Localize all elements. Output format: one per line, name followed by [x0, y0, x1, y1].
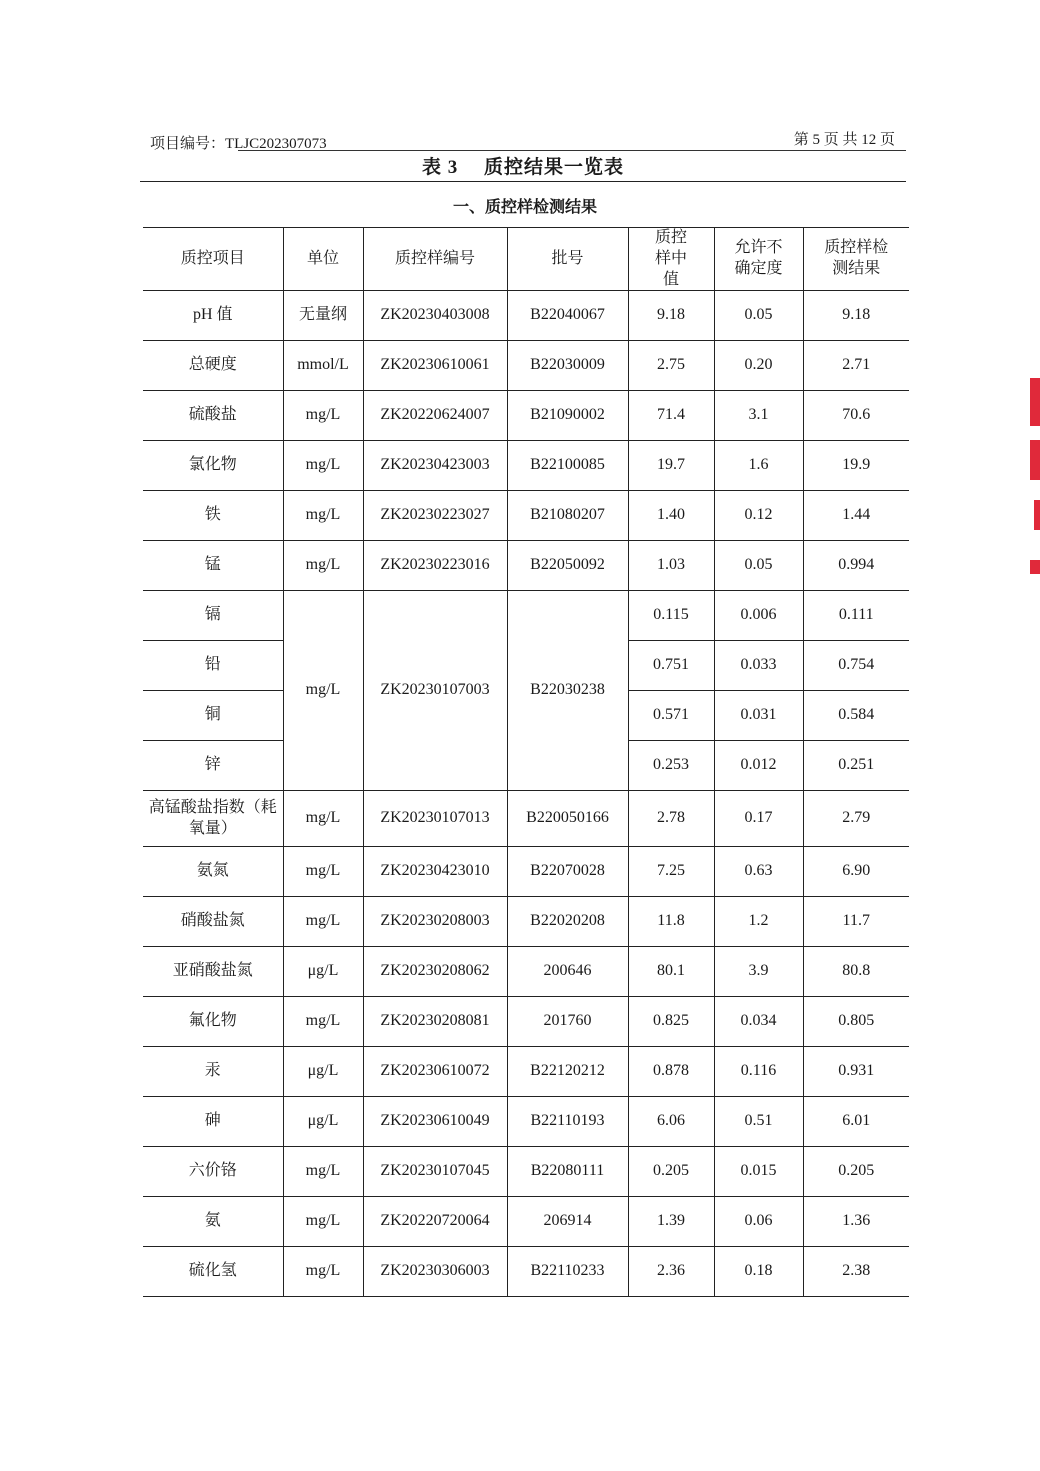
- table-row: [143, 1047, 909, 1097]
- median-cell: 1.40: [628, 491, 714, 541]
- table-row: [143, 1147, 909, 1197]
- median-cell: 0.878: [628, 1047, 714, 1097]
- uncertainty-cell: 0.006: [714, 591, 803, 641]
- table-row: [143, 1247, 909, 1297]
- batch-number-cell: B22080111: [507, 1147, 628, 1197]
- qc-item-cell: 锰: [143, 541, 283, 591]
- table-row: [143, 441, 909, 491]
- uncertainty-cell: 0.034: [714, 997, 803, 1047]
- column-header: 允许不确定度: [714, 228, 803, 291]
- table-row: [143, 791, 909, 847]
- batch-number-cell: 201760: [507, 997, 628, 1047]
- sample-number-cell: ZK20230223016: [363, 541, 507, 591]
- uncertainty-cell: 0.18: [714, 1247, 803, 1297]
- red-stamp-edge: [1030, 560, 1040, 574]
- result-cell: 11.7: [803, 897, 909, 947]
- table-row: [143, 847, 909, 897]
- sample-number-cell: ZK20230107003: [363, 591, 507, 791]
- table-row: [143, 1197, 909, 1247]
- sample-number-cell: ZK20230423010: [363, 847, 507, 897]
- red-stamp-edge: [1030, 378, 1040, 426]
- section-subtitle: 一、质控样检测结果: [452, 199, 597, 216]
- column-header: 质控样检测结果: [803, 228, 909, 291]
- result-cell: 2.71: [803, 341, 909, 391]
- unit-cell: mg/L: [283, 441, 363, 491]
- uncertainty-cell: 0.51: [714, 1097, 803, 1147]
- result-cell: 70.6: [803, 391, 909, 441]
- median-cell: 1.39: [628, 1197, 714, 1247]
- qc-results-table: [143, 227, 909, 1297]
- result-cell: 0.251: [803, 741, 909, 791]
- result-cell: 0.805: [803, 997, 909, 1047]
- uncertainty-cell: 1.6: [714, 441, 803, 491]
- column-header: 批号: [507, 228, 628, 291]
- median-cell: 9.18: [628, 291, 714, 341]
- result-cell: 0.994: [803, 541, 909, 591]
- median-cell: 7.25: [628, 847, 714, 897]
- result-cell: 6.01: [803, 1097, 909, 1147]
- sample-number-cell: ZK20230610049: [363, 1097, 507, 1147]
- median-cell: 80.1: [628, 947, 714, 997]
- qc-item-cell: 总硬度: [143, 341, 283, 391]
- unit-cell: mg/L: [283, 591, 363, 791]
- batch-number-cell: B22110233: [507, 1247, 628, 1297]
- median-cell: 0.571: [628, 691, 714, 741]
- table-row: [143, 591, 909, 641]
- qc-item-cell: pH 值: [143, 291, 283, 341]
- table-title: 表 3 质控结果一览表: [421, 157, 624, 178]
- batch-number-cell: B22050092: [507, 541, 628, 591]
- batch-number-cell: B22120212: [507, 1047, 628, 1097]
- qc-item-cell: 氨: [143, 1197, 283, 1247]
- median-cell: 1.03: [628, 541, 714, 591]
- table-row: [143, 1097, 909, 1147]
- uncertainty-cell: 0.06: [714, 1197, 803, 1247]
- project-number: 项目编号：TLJC202307073: [150, 136, 327, 152]
- sample-number-cell: ZK20230610061: [363, 341, 507, 391]
- uncertainty-cell: 0.116: [714, 1047, 803, 1097]
- red-stamp-edge: [1034, 500, 1040, 530]
- table-header-row: [143, 228, 909, 291]
- qc-item-cell: 铅: [143, 641, 283, 691]
- table-row: [143, 391, 909, 441]
- unit-cell: mg/L: [283, 997, 363, 1047]
- result-cell: 19.9: [803, 441, 909, 491]
- qc-item-cell: 高锰酸盐指数（耗氧量）: [143, 791, 283, 847]
- median-cell: 6.06: [628, 1097, 714, 1147]
- batch-number-cell: B21080207: [507, 491, 628, 541]
- uncertainty-cell: 0.012: [714, 741, 803, 791]
- page-number: 第 5 页 共 12 页: [793, 132, 895, 148]
- qc-item-cell: 砷: [143, 1097, 283, 1147]
- result-cell: 0.931: [803, 1047, 909, 1097]
- unit-cell: mg/L: [283, 847, 363, 897]
- median-cell: 2.75: [628, 341, 714, 391]
- batch-number-cell: B22100085: [507, 441, 628, 491]
- qc-item-cell: 硫化氢: [143, 1247, 283, 1297]
- table-row: [143, 947, 909, 997]
- qc-item-cell: 氟化物: [143, 997, 283, 1047]
- unit-cell: mmol/L: [283, 341, 363, 391]
- result-cell: 0.584: [803, 691, 909, 741]
- unit-cell: mg/L: [283, 791, 363, 847]
- result-cell: 9.18: [803, 291, 909, 341]
- qc-item-cell: 六价铬: [143, 1147, 283, 1197]
- table-row: [143, 291, 909, 341]
- batch-number-cell: B21090002: [507, 391, 628, 441]
- header-rule: [238, 150, 906, 151]
- uncertainty-cell: 3.1: [714, 391, 803, 441]
- uncertainty-cell: 0.63: [714, 847, 803, 897]
- qc-item-cell: 铁: [143, 491, 283, 541]
- table-row: [143, 897, 909, 947]
- table-row: [143, 997, 909, 1047]
- uncertainty-cell: 0.17: [714, 791, 803, 847]
- unit-cell: mg/L: [283, 897, 363, 947]
- sample-number-cell: ZK20230306003: [363, 1247, 507, 1297]
- median-cell: 2.78: [628, 791, 714, 847]
- uncertainty-cell: 3.9: [714, 947, 803, 997]
- qc-item-cell: 汞: [143, 1047, 283, 1097]
- qc-item-cell: 硫酸盐: [143, 391, 283, 441]
- qc-item-cell: 亚硝酸盐氮: [143, 947, 283, 997]
- median-cell: 0.115: [628, 591, 714, 641]
- median-cell: 19.7: [628, 441, 714, 491]
- sample-number-cell: ZK20220624007: [363, 391, 507, 441]
- result-cell: 0.205: [803, 1147, 909, 1197]
- sample-number-cell: ZK20230403008: [363, 291, 507, 341]
- column-header: 质控样中值: [628, 228, 714, 291]
- sample-number-cell: ZK20230107013: [363, 791, 507, 847]
- batch-number-cell: B22030238: [507, 591, 628, 791]
- sample-number-cell: ZK20230107045: [363, 1147, 507, 1197]
- unit-cell: mg/L: [283, 391, 363, 441]
- result-cell: 0.754: [803, 641, 909, 691]
- batch-number-cell: B22070028: [507, 847, 628, 897]
- unit-cell: mg/L: [283, 491, 363, 541]
- sample-number-cell: ZK20230208062: [363, 947, 507, 997]
- median-cell: 0.751: [628, 641, 714, 691]
- median-cell: 71.4: [628, 391, 714, 441]
- uncertainty-cell: 1.2: [714, 897, 803, 947]
- sample-number-cell: ZK20230223027: [363, 491, 507, 541]
- median-cell: 11.8: [628, 897, 714, 947]
- sample-number-cell: ZK20230208081: [363, 997, 507, 1047]
- result-cell: 0.111: [803, 591, 909, 641]
- unit-cell: μg/L: [283, 1097, 363, 1147]
- uncertainty-cell: 0.015: [714, 1147, 803, 1197]
- result-cell: 2.79: [803, 791, 909, 847]
- median-cell: 0.205: [628, 1147, 714, 1197]
- uncertainty-cell: 0.05: [714, 541, 803, 591]
- batch-number-cell: B22110193: [507, 1097, 628, 1147]
- median-cell: 0.825: [628, 997, 714, 1047]
- column-header: 单位: [283, 228, 363, 291]
- result-cell: 1.44: [803, 491, 909, 541]
- red-stamp-edge: [1030, 440, 1040, 480]
- batch-number-cell: 200646: [507, 947, 628, 997]
- batch-number-cell: 206914: [507, 1197, 628, 1247]
- result-cell: 2.38: [803, 1247, 909, 1297]
- title-rule: [140, 181, 906, 182]
- unit-cell: μg/L: [283, 1047, 363, 1097]
- unit-cell: mg/L: [283, 1147, 363, 1197]
- qc-item-cell: 硝酸盐氮: [143, 897, 283, 947]
- table-row: [143, 541, 909, 591]
- uncertainty-cell: 0.05: [714, 291, 803, 341]
- unit-cell: μg/L: [283, 947, 363, 997]
- uncertainty-cell: 0.033: [714, 641, 803, 691]
- batch-number-cell: B220050166: [507, 791, 628, 847]
- uncertainty-cell: 0.20: [714, 341, 803, 391]
- result-cell: 1.36: [803, 1197, 909, 1247]
- qc-item-cell: 镉: [143, 591, 283, 641]
- column-header: 质控样编号: [363, 228, 507, 291]
- qc-item-cell: 氯化物: [143, 441, 283, 491]
- result-cell: 6.90: [803, 847, 909, 897]
- uncertainty-cell: 0.031: [714, 691, 803, 741]
- unit-cell: mg/L: [283, 1197, 363, 1247]
- batch-number-cell: B22020208: [507, 897, 628, 947]
- table-row: [143, 491, 909, 541]
- unit-cell: mg/L: [283, 1247, 363, 1297]
- uncertainty-cell: 0.12: [714, 491, 803, 541]
- unit-cell: mg/L: [283, 541, 363, 591]
- batch-number-cell: B22040067: [507, 291, 628, 341]
- table-row: [143, 341, 909, 391]
- sample-number-cell: ZK20220720064: [363, 1197, 507, 1247]
- sample-number-cell: ZK20230208003: [363, 897, 507, 947]
- median-cell: 2.36: [628, 1247, 714, 1297]
- median-cell: 0.253: [628, 741, 714, 791]
- sample-number-cell: ZK20230610072: [363, 1047, 507, 1097]
- batch-number-cell: B22030009: [507, 341, 628, 391]
- qc-item-cell: 铜: [143, 691, 283, 741]
- qc-item-cell: 锌: [143, 741, 283, 791]
- result-cell: 80.8: [803, 947, 909, 997]
- sample-number-cell: ZK20230423003: [363, 441, 507, 491]
- qc-item-cell: 氨氮: [143, 847, 283, 897]
- column-header: 质控项目: [143, 228, 283, 291]
- unit-cell: 无量纲: [283, 291, 363, 341]
